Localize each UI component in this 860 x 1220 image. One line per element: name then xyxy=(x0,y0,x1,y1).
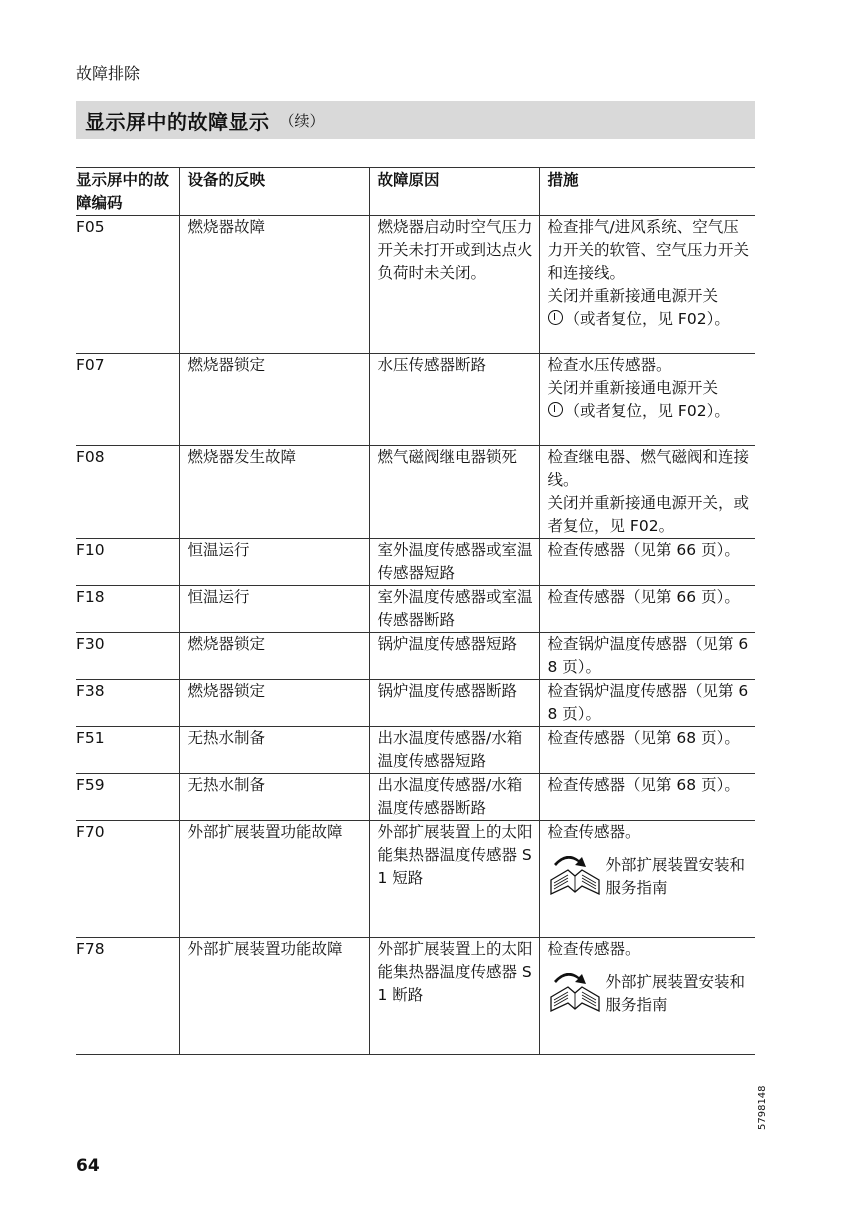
fault-code: F51 xyxy=(76,727,179,774)
fault-action xyxy=(539,727,755,774)
fault-code: F30 xyxy=(76,633,179,680)
manual-reference xyxy=(548,971,752,1017)
manual-reference xyxy=(548,854,752,900)
fault-code: F10 xyxy=(76,539,179,586)
device-reaction: 恒温运行 xyxy=(179,539,369,586)
fault-cause: 水压传感器断路 xyxy=(369,354,539,446)
power-switch-note-text: （或者复位，见 F02）。 xyxy=(564,310,730,328)
fault-action xyxy=(539,633,755,680)
fault-cause: 燃气磁阀继电器锁死 xyxy=(369,446,539,539)
fault-code-table xyxy=(76,167,755,1055)
action-line: 检查传感器（见第 68 页）。 xyxy=(547,776,740,794)
table-row xyxy=(76,216,755,354)
fault-cause: 燃烧器启动时空气压力开关未打开或到达点火负荷时未关闭。 xyxy=(369,216,539,354)
column-header-code: 显示屏中的故障编码 xyxy=(76,168,179,216)
device-reaction: 外部扩展装置功能故障 xyxy=(179,821,369,938)
section-label: 故障排除 xyxy=(76,64,141,83)
table-row xyxy=(76,633,755,680)
fault-code: F59 xyxy=(76,774,179,821)
fault-action xyxy=(539,446,755,539)
fault-cause: 锅炉温度传感器短路 xyxy=(369,633,539,680)
power-switch-note xyxy=(548,308,752,331)
fault-code: F18 xyxy=(76,586,179,633)
page-number: 64 xyxy=(76,1156,100,1176)
action-line: 检查传感器（见第 68 页）。 xyxy=(547,729,740,747)
fault-cause: 外部扩展装置上的太阳能集热器温度传感器 S1 断路 xyxy=(369,938,539,1055)
fault-code: F78 xyxy=(76,938,179,1055)
page-title: 显示屏中的故障显示 xyxy=(85,109,270,134)
power-switch-icon xyxy=(548,402,563,417)
page-title-bar xyxy=(76,101,755,139)
device-reaction: 燃烧器故障 xyxy=(179,216,369,354)
action-line: 检查锅炉温度传感器（见第 68 页）。 xyxy=(547,682,749,723)
column-header-action: 措施 xyxy=(539,168,755,216)
action-line: 检查水压传感器。 xyxy=(547,356,672,374)
fault-action xyxy=(539,680,755,727)
book-reference-icon xyxy=(548,973,602,1017)
fault-code: F38 xyxy=(76,680,179,727)
fault-cause: 室外温度传感器或室温传感器断路 xyxy=(369,586,539,633)
fault-action xyxy=(539,938,755,1055)
table-row xyxy=(76,446,755,539)
fault-action xyxy=(539,354,755,446)
power-switch-note xyxy=(548,400,752,423)
fault-action xyxy=(539,774,755,821)
document-number: 5798148 xyxy=(757,1085,768,1130)
table-row xyxy=(76,539,755,586)
action-line: 检查传感器（见第 66 页）。 xyxy=(547,588,740,606)
manual-reference-text: 外部扩展装置安装和服务指南 xyxy=(605,973,746,1014)
table-header-row xyxy=(76,168,755,216)
power-switch-note-text: （或者复位，见 F02）。 xyxy=(564,402,730,420)
device-reaction: 燃烧器锁定 xyxy=(179,354,369,446)
action-line: 关闭并重新接通电源开关，或者复位，见 F02。 xyxy=(547,494,750,535)
action-line: 关闭并重新接通电源开关 xyxy=(547,379,719,397)
action-line: 检查传感器（见第 66 页）。 xyxy=(547,541,740,559)
device-reaction: 外部扩展装置功能故障 xyxy=(179,938,369,1055)
fault-action xyxy=(539,216,755,354)
action-line: 检查继电器、燃气磁阀和连接线。 xyxy=(547,448,750,489)
book-reference-icon xyxy=(548,856,602,900)
device-reaction: 燃烧器锁定 xyxy=(179,680,369,727)
fault-action xyxy=(539,586,755,633)
fault-cause: 室外温度传感器或室温传感器短路 xyxy=(369,539,539,586)
table-row xyxy=(76,586,755,633)
fault-action xyxy=(539,821,755,938)
fault-cause: 锅炉温度传感器断路 xyxy=(369,680,539,727)
device-reaction: 恒温运行 xyxy=(179,586,369,633)
table-row xyxy=(76,938,755,1055)
action-line: 检查锅炉温度传感器（见第 68 页）。 xyxy=(547,635,749,676)
device-reaction: 燃烧器发生故障 xyxy=(179,446,369,539)
table-row xyxy=(76,354,755,446)
table-row xyxy=(76,774,755,821)
device-reaction: 无热水制备 xyxy=(179,774,369,821)
page-title-suffix: （续） xyxy=(279,111,325,130)
fault-code: F70 xyxy=(76,821,179,938)
column-header-cause: 故障原因 xyxy=(369,168,539,216)
fault-code: F05 xyxy=(76,216,179,354)
fault-action xyxy=(539,539,755,586)
device-reaction: 燃烧器锁定 xyxy=(179,633,369,680)
fault-code: F08 xyxy=(76,446,179,539)
action-line: 检查传感器。 xyxy=(547,823,641,841)
fault-cause: 出水温度传感器/水箱温度传感器短路 xyxy=(369,727,539,774)
table-row xyxy=(76,821,755,938)
fault-cause: 外部扩展装置上的太阳能集热器温度传感器 S1 短路 xyxy=(369,821,539,938)
fault-cause: 出水温度传感器/水箱温度传感器断路 xyxy=(369,774,539,821)
table-row xyxy=(76,680,755,727)
action-line: 关闭并重新接通电源开关 xyxy=(547,287,719,305)
power-switch-icon xyxy=(548,310,563,325)
manual-reference-text: 外部扩展装置安装和服务指南 xyxy=(605,856,746,897)
fault-code: F07 xyxy=(76,354,179,446)
action-line: 检查传感器。 xyxy=(547,940,641,958)
column-header-reaction: 设备的反映 xyxy=(179,168,369,216)
action-line: 检查排气/进风系统、空气压力开关的软管、空气压力开关和连接线。 xyxy=(547,218,750,282)
table-row xyxy=(76,727,755,774)
device-reaction: 无热水制备 xyxy=(179,727,369,774)
